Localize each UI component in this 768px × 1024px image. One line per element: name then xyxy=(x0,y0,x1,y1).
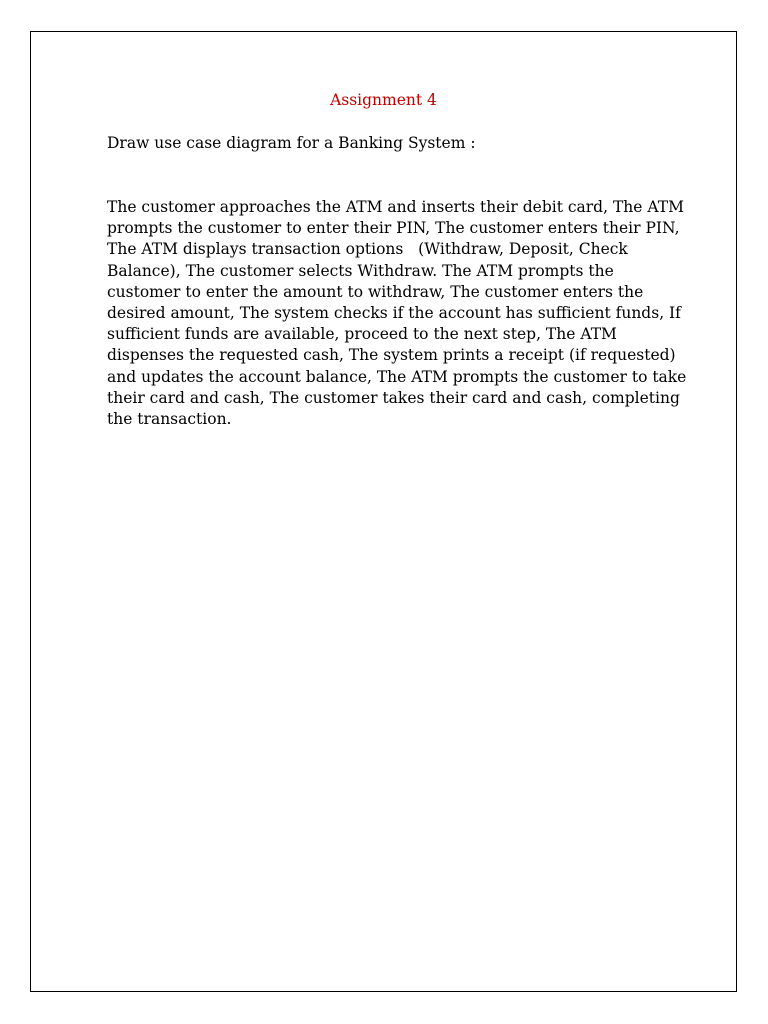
description-line: and updates the account balance, The ATM prompts the customer to take xyxy=(107,367,687,386)
description-line: sufficient funds are available, proceed to the next step, The ATM xyxy=(107,325,617,344)
description-line: The ATM displays transaction options (Withdraw, Deposit, Check xyxy=(107,240,628,259)
description-line: Balance), The customer selects Withdraw. The ATM prompts the xyxy=(107,261,614,280)
description-line: The customer approaches the ATM and inserts their debit card, The ATM xyxy=(107,198,684,216)
assignment-instruction: Draw use case diagram for a Banking System : xyxy=(107,134,476,152)
document-page xyxy=(30,31,737,992)
assignment-title: Assignment 4 xyxy=(330,91,437,109)
description-line: their card and cash, The customer takes their card and cash, completing xyxy=(107,388,680,407)
assignment-description xyxy=(107,197,707,430)
description-line: dispenses the requested cash, The system prints a receipt (if requested) xyxy=(107,346,676,365)
description-line: the transaction. xyxy=(107,410,232,429)
description-line: customer to enter the amount to withdraw, The customer enters the xyxy=(107,282,644,301)
description-line: desired amount, The system checks if the account has sufficient funds, If xyxy=(107,304,681,323)
description-line: prompts the customer to enter their PIN, The customer enters their PIN, xyxy=(107,219,680,238)
